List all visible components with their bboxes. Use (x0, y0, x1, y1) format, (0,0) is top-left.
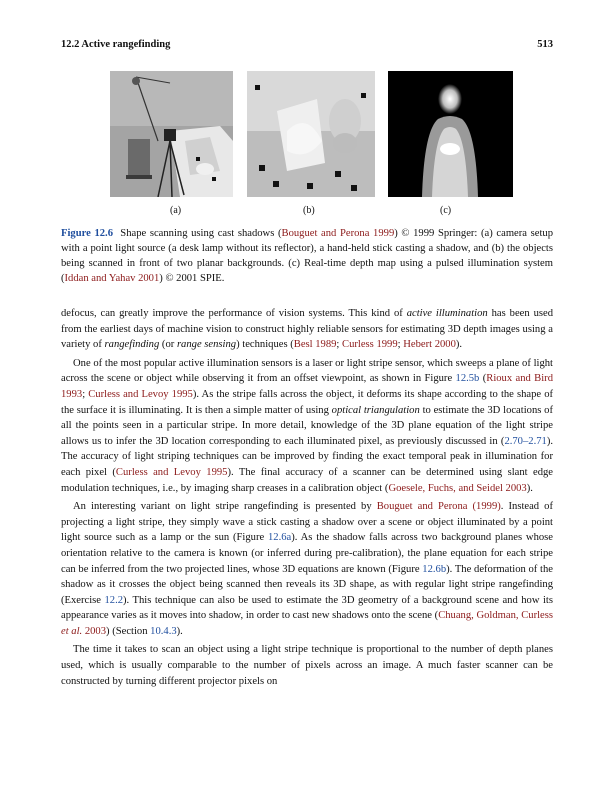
citation-link[interactable]: Rioux and Bird 1993 (61, 373, 553, 400)
citation-link[interactable]: Bouguet and Perona 1999 (281, 228, 395, 239)
body-text (61, 306, 553, 689)
running-header (61, 39, 553, 55)
paragraph: An interesting variant on light stripe rangefinding is presented by Bouguet and Perona (1999). Instead of projecting a light stripe, they simply wave a stick casting a shadow over a scene or object illuminated by a point light source such as a lamp or the sun (Figure 12.6a). As the shadow falls across two background planes whose orientation relative to the camera is known (or inferred during pre-calibration), the plane equation for each stripe can be inferred from the two projected lines, whose 3D equations are known (Figure 12.6b). The deformation of the shadow as it crosses the object being scanned then reveals its 3D shape, as with regular light stripe rangefinding (Exercise 12.2). This technique can also be used to estimate the 3D geometry of a background scene and how its appearance varies as it moves into shadow, in order to cast new shadows onto the scene (Chuang, Goldman, Curless et al. 2003) (Section 10.4.3). (61, 501, 553, 637)
paragraph: The time it takes to scan an object using a light stripe technique is proportional to the number of depth planes used, which is usually comparable to the number of pixels across an image. A much faster scanner can be constructed by turning different projector pixels on (61, 644, 553, 687)
citation-link[interactable]: Curless and Levoy 1995 (88, 388, 193, 400)
section-title: 12.2 Active rangefinding (61, 39, 171, 50)
paragraph: defocus, can greatly improve the performance of vision systems. This kind of active illumination has been used from the earliest days of machine vision to construct highly reliable sensors for estimating 3D depth images using a variety of rangefinding (or range sensing) techniques (Besl 1989; Curless 1999; Hebert 2000). (61, 308, 554, 351)
subfigure-label-a: (a) (170, 205, 182, 216)
subfigure-label-c: (c) (440, 205, 452, 216)
paragraph: One of the most popular active illumination sensors is a laser or light stripe sensor, which sweeps a plane of light across the scene or object while observing it from an offset viewpoint, as shown in Figure 12.5b (Rioux and Bird 1993; Curless and Levoy 1995). As the stripe falls across the object, it deforms its shape according to the shape of the surface it is illuminating. It is then a simple matter of using optical triangulation to estimate the 3D locations of all the points seen in a particular stripe. In more detail, knowledge of the 3D plane equation of the light stripe allows us to infer the 3D location corresponding to each illuminated pixel, as previously discussed in (2.70–2.71). The accuracy of light striping techniques can be improved by finding the exact temporal peak in illumination for each pixel (Curless and Levoy 1995). The final accuracy of a scanner can be determined using slant edge modulation techniques, i.e., by imaging sharp creases in a calibration object (Goesele, Fuchs, and Seidel 2003). (61, 357, 554, 494)
page-number: 513 (537, 39, 553, 50)
depth-map-photo (388, 71, 513, 197)
equation-ref-link[interactable]: 2.70–2.71 (504, 435, 547, 447)
section-ref-link[interactable]: 10.4.3 (150, 625, 177, 637)
figure-label: Figure 12.6 (61, 228, 113, 239)
citation-link[interactable]: Chuang, Goldman, Curless et al. 2003 (61, 610, 553, 637)
caption-text: ) © 1999 Springer: (a) camera setup with a point light source (a desk lamp without its reflector), a hand-held stick casting a shadow, and (b) the objects being scanned in front of two planar backgrounds. (c) Real-time depth map using a pulsed illumination system ( (61, 228, 553, 284)
exercise-ref-link[interactable]: 12.2 (104, 594, 124, 606)
camera-setup-photo (110, 71, 233, 197)
citation-link[interactable]: Curless 1999 (342, 339, 398, 351)
citation-link[interactable]: Besl 1989 (293, 339, 337, 351)
caption-text: ) © 2001 SPIE. (159, 273, 225, 284)
scanned-objects-photo (247, 71, 375, 197)
figure-caption (61, 226, 553, 286)
citation-link[interactable]: Curless and Levoy 1995 (115, 466, 228, 478)
figure-ref-link[interactable]: 12.6a (268, 532, 292, 544)
figure-ref-link[interactable]: 12.6b (422, 563, 447, 575)
citation-link[interactable]: Goesele, Fuchs, and Seidel 2003 (388, 482, 527, 494)
citation-link[interactable]: Hebert 2000 (403, 339, 456, 351)
caption-text: Shape scanning using cast shadows ( (120, 228, 282, 239)
figure-ref-link[interactable]: 12.5b (455, 373, 480, 385)
subfigure-label-b: (b) (303, 205, 315, 216)
citation-link[interactable]: Iddan and Yahav 2001 (64, 273, 160, 284)
citation-link[interactable]: Bouguet and Perona (1999) (376, 501, 501, 513)
figure-12-6 (110, 71, 513, 197)
